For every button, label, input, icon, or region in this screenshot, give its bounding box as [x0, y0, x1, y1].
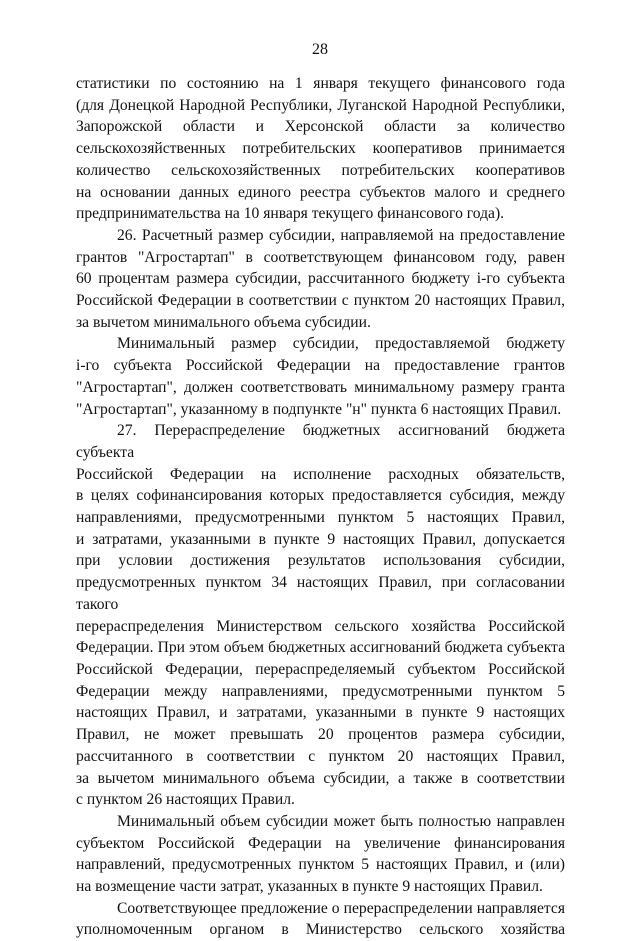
text-line: Российской Федерации, перераспределяемый субъектом Российской: [76, 660, 565, 678]
text-line: на основании данных единого реестра субъектов малого и среднего: [76, 183, 565, 201]
text-line: "Агростартап", должен соответствовать минимальному размеру гранта: [76, 378, 565, 396]
text-line: (для Донецкой Народной Республики, Луганской Народной Республики,: [76, 96, 565, 114]
text-line: статистики по состоянию на 1 января текущего финансового года: [76, 75, 565, 92]
text-line: и затратами, указанными в пункте 9 настоящих Правил, допускается: [76, 530, 565, 548]
text-line: при условии достижения результатов использования субсидии,: [76, 552, 565, 570]
text-line: "Агростартап", указанному в подпункте "н" пункта 6 настоящих Правил.: [76, 400, 562, 418]
text-line: в целях софинансирования которых предоставляется субсидия, между: [76, 487, 565, 505]
text-line: i-го субъекта Российской Федерации на предоставление грантов: [76, 357, 565, 375]
page-number: 28: [312, 41, 328, 58]
text-line: Запорожской области и Херсонской области за количество: [76, 118, 565, 136]
paragraph-proposal: [76, 898, 565, 941]
text-line: с пунктом 26 настоящих Правил.: [76, 791, 295, 809]
text-line: 60 процентам размера субсидии, рассчитанного бюджету i-го субъекта: [76, 270, 565, 288]
text-line: 26. Расчетный размер субсидии, направляемой на предоставление: [117, 226, 565, 244]
text-line: Правил, не может превышать 20 процентов размера субсидии,: [76, 726, 565, 744]
text-line: направлений, предусмотренных пунктом 5 настоящих Правил, и (или): [76, 856, 565, 874]
text-line: Минимальный размер субсидии, предоставляемой бюджету: [117, 335, 565, 353]
text-line: Федерации между направлениями, предусмотренными пунктом 5: [76, 682, 565, 700]
text-line: Минимальный объем субсидии может быть полностью направлен: [117, 812, 565, 830]
text-line: предпринимательства на 10 января текущего финансового года).: [76, 205, 505, 223]
paragraph-minimal-volume: [76, 811, 565, 898]
text-line: на возмещение части затрат, указанных в пункте 9 настоящих Правил.: [76, 878, 543, 896]
text-line: Федерации. При этом объем бюджетных ассигнований бюджета субъекта: [76, 639, 565, 657]
text-line: Российской Федерации в соответствии с пунктом 20 настоящих Правил,: [76, 292, 565, 310]
text-line: за вычетом минимального объема субсидии, а также в соответствии: [76, 769, 565, 787]
text-line: субъектом Российской Федерации на увеличение финансирования: [76, 834, 565, 852]
text-line: настоящих Правил, и затратами, указанными в пункте 9 настоящих: [76, 704, 565, 722]
text-line: перераспределения Министерством сельского хозяйства Российской: [76, 617, 565, 635]
text-line: направлениями, предусмотренными пунктом 5 настоящих Правил,: [76, 509, 565, 527]
text-line: грантов "Агростартап" в соответствующем финансовом году, равен: [76, 248, 565, 266]
text-line: Соответствующее предложение о перераспределении направляется: [117, 899, 565, 917]
text-line: уполномоченным органом в Министерство сельского хозяйства: [76, 921, 565, 939]
text-line: рассчитанного в соответствии с пунктом 20 настоящих Правил,: [76, 747, 565, 765]
paragraph-26: [76, 225, 565, 334]
document-body: [76, 73, 565, 941]
text-line: предусмотренных пунктом 34 настоящих Правил, при согласовании такого: [76, 574, 565, 613]
paragraph-minimal-size: [76, 333, 565, 420]
paragraph-continuation: [76, 73, 565, 225]
paragraph-27: [76, 420, 565, 811]
text-line: за вычетом минимального объема субсидии.: [76, 313, 371, 331]
text-line: количество сельскохозяйственных потребительских кооперативов: [76, 161, 565, 179]
text-line: сельскохозяйственных потребительских кооперативов принимается: [76, 140, 565, 158]
text-line: Российской Федерации на исполнение расходных обязательств,: [76, 465, 565, 483]
text-line: 27. Перераспределение бюджетных ассигнований бюджета субъекта: [76, 422, 565, 461]
